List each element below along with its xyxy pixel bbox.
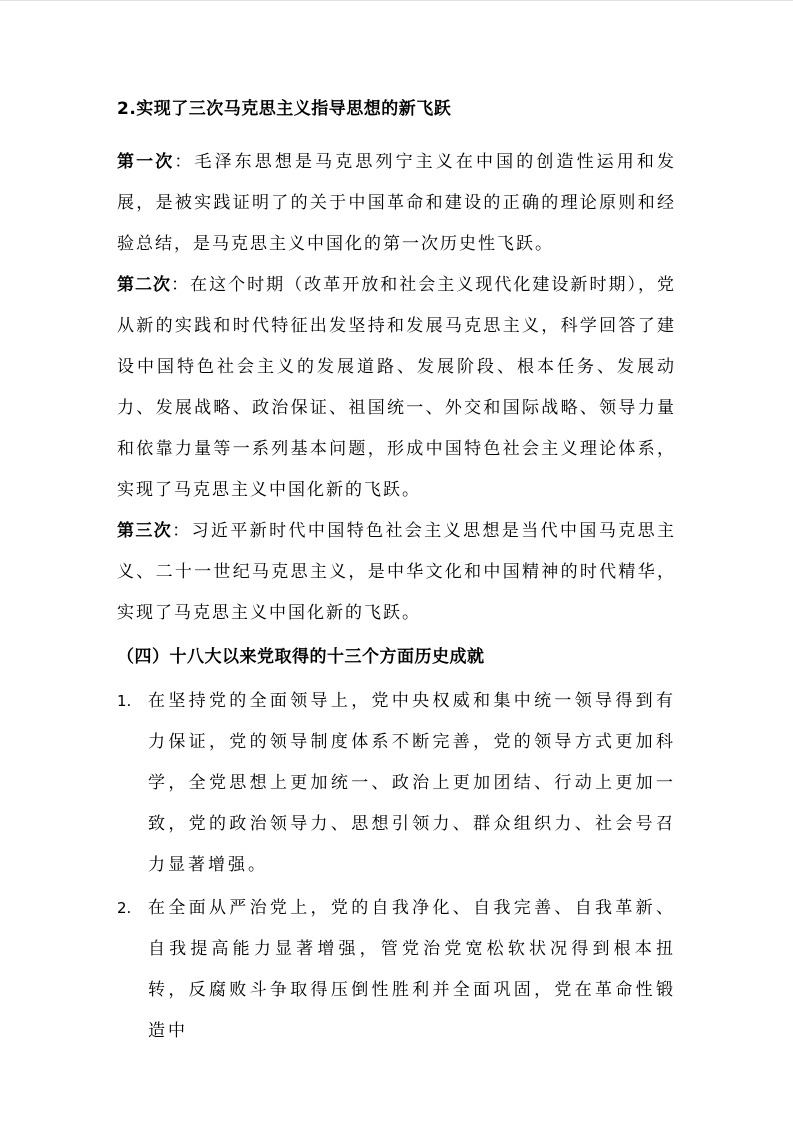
paragraph-body-third: ：习近平新时代中国特色社会主义思想是当代中国马克思主义、二十一世纪马克思主义，是中华文化和中国精神的时代精华，实现了马克思主义中国化新的飞跃。 — [117, 521, 677, 623]
page-content — [117, 89, 676, 1052]
list-item-2-number: 2. — [117, 899, 132, 917]
section-heading-marxism-leaps: 2.实现了三次马克思主义指导思想的新飞跃 — [117, 99, 452, 119]
paragraph-prefix-third: 第三次 — [117, 521, 173, 541]
list-item-2 — [117, 888, 676, 1052]
list-item-2-text: 在全面从严治党上，党的自我净化、自我完善、自我革新、自我提高能力显著增强，管党治党宽松软状况得到根本扭转，反腐败斗争取得压倒性胜利并全面巩固，党在革命性锻造中 — [148, 898, 676, 1041]
achievements-list — [117, 681, 676, 1052]
paragraph-third-leap — [117, 511, 676, 634]
list-item-1-text: 在坚持党的全面领导上，党中央权威和集中统一领导得到有力保证，党的领导制度体系不断完善，党的领导方式更加科学，全党思想上更加统一、政治上更加团结、行动上更加一致，党的政治领导力、思想引领力、群众组织力、社会号召力显著增强。 — [148, 691, 676, 875]
paragraph-prefix-first: 第一次 — [117, 152, 175, 172]
list-item-1-number: 1. — [117, 692, 132, 710]
paragraph-second-leap — [117, 265, 676, 511]
paragraph-body-first: ：毛泽东思想是马克思列宁主义在中国的创造性运用和发展，是被实践证明了的关于中国革命和建设的正确的理论原则和经验总结，是马克思主义中国化的第一次历史性飞跃。 — [117, 152, 677, 254]
paragraph-first-leap — [117, 142, 676, 265]
paragraph-prefix-second: 第二次 — [117, 275, 172, 295]
paragraph-body-second: ：在这个时期（改革开放和社会主义现代化建设新时期），党从新的实践和时代特征出发坚持和发展马克思主义，科学回答了建设中国特色社会主义的发展道路、发展阶段、根本任务、发展动力、发展战略、政治保证、祖国统一、外交和国际战略、领导力量和依靠力量等一系列基本问题，形成中国特色社会主义理论体系，实现了马克思主义中国化新的飞跃。 — [117, 275, 677, 500]
list-item-1 — [117, 681, 676, 886]
section-heading-achievements: （四）十八大以来党取得的十三个方面历史成就 — [117, 647, 485, 667]
